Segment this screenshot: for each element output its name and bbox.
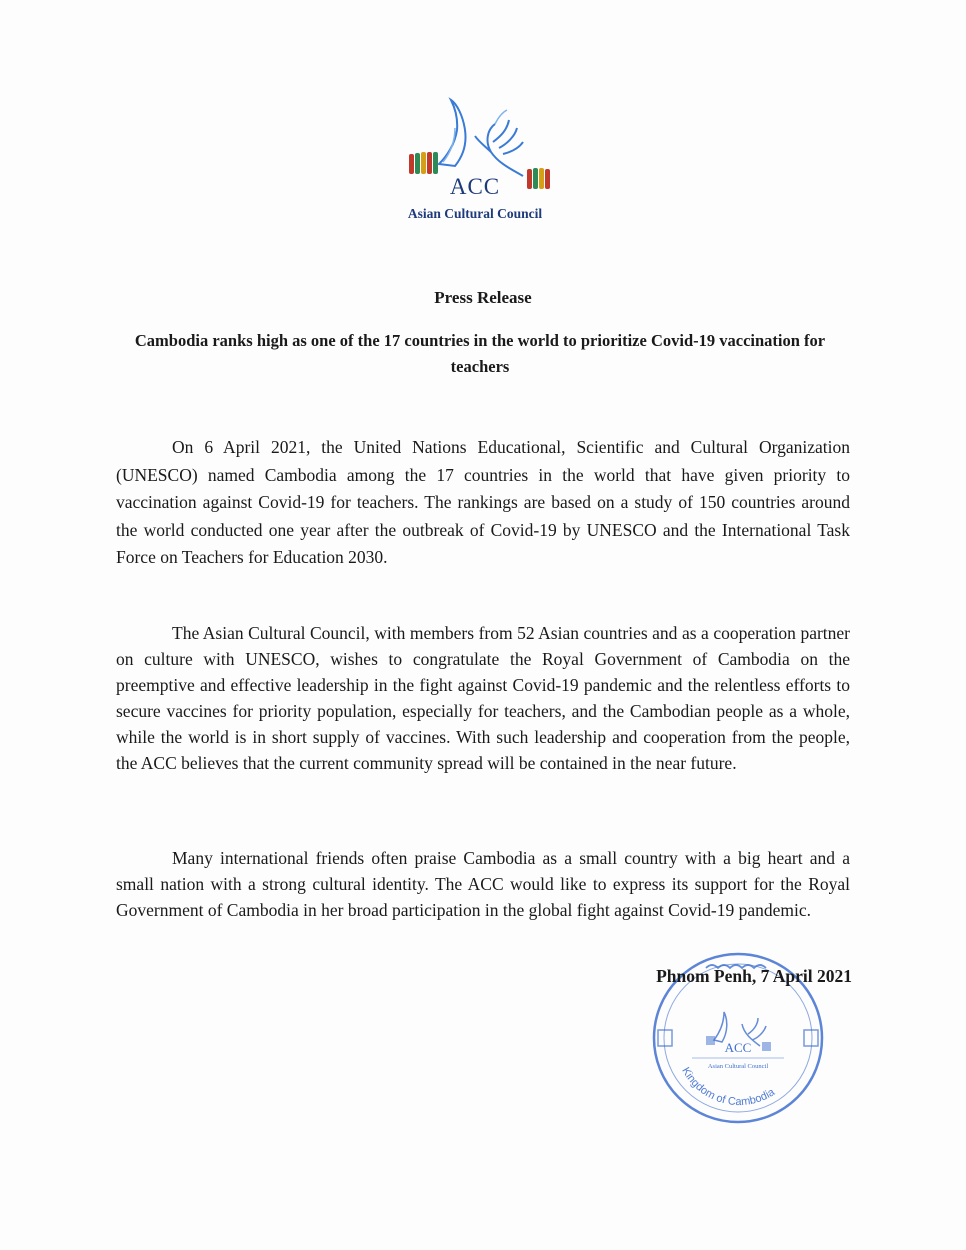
stamp-subtitle: Asian Cultural Council xyxy=(707,1063,769,1070)
body-paragraph: On 6 April 2021, the United Nations Educational, Scientific and Cultural Organization (UNESCO) named Cambodia among the 17 countries in the world that have given priority to vaccination against Covid-19 for teachers. The rankings are based on a study of 150 countries around the world conducted one year after the outbreak of Covid-19 by UNESCO and the International Task Force on Teachers for Education 2030. xyxy=(116,437,850,567)
stamp-ring-text: Kingdom of Cambodia xyxy=(679,1065,777,1109)
acc-logo xyxy=(395,90,565,230)
body-paragraph: The Asian Cultural Council, with members from 52 Asian countries and as a cooperation partner on culture with UNESCO, wishes to congratulate the Royal Government of Cambodia on the preemptive and effective leadership in the fight against Covid-19 pandemic and the relentless efforts to secure vaccines for priority population, especially for teachers, and the Cambodian people as a whole, while the world is in short supply of vaccines. With such leadership and cooperation from the people, the ACC believes that the current community spread will be contained in the near future. xyxy=(116,623,850,773)
logo-subtitle: Asian Cultural Council xyxy=(407,206,543,221)
body-paragraph: Many international friends often praise Cambodia as a small country with a big heart and a small nation with a strong cultural identity. The ACC would like to express its support for the Royal Government of Cambodia in her broad participation in the global fight against Covid-19 pandemic. xyxy=(116,848,850,920)
stamp-title: ACC xyxy=(724,1040,752,1055)
logo-title: ACC xyxy=(449,174,501,199)
svg-text:Kingdom of Cambodia xyxy=(679,1065,777,1108)
press-release-headline: Cambodia ranks high as one of the 17 countries in the world to prioritize Covid-19 vaccination for teachers xyxy=(134,331,826,376)
document-type-label: Press Release xyxy=(434,288,532,307)
place-and-date: Phnom Penh, 7 April 2021 xyxy=(656,966,852,986)
